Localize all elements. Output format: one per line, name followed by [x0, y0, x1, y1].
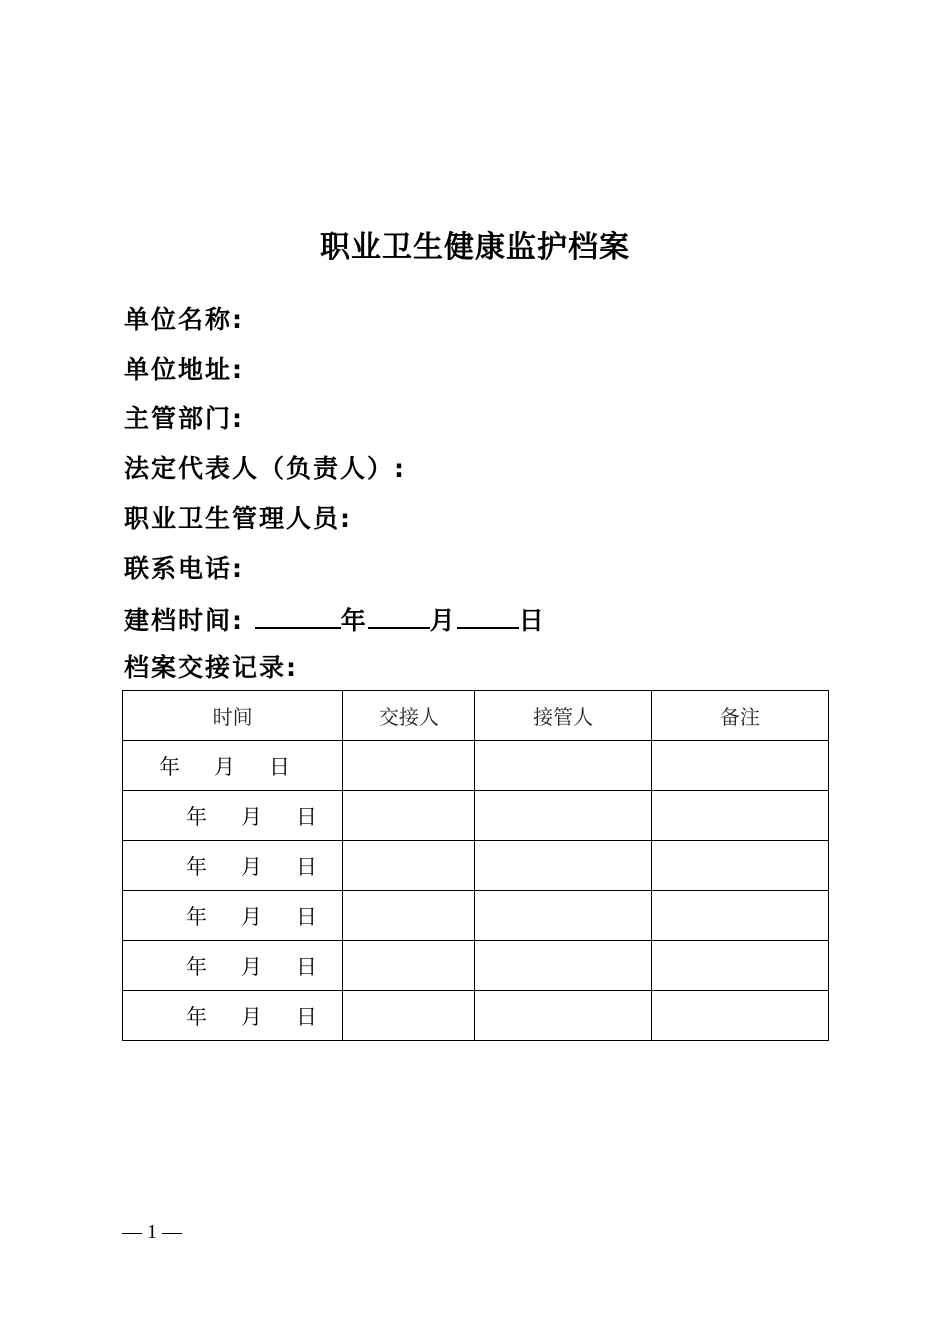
health-manager-field — [124, 501, 362, 537]
legal-rep-label: 法定代表人（负责人）: — [124, 454, 406, 483]
giver-cell[interactable] — [343, 791, 475, 841]
date-cell[interactable] — [123, 791, 343, 841]
department-field — [124, 401, 254, 437]
table-header-row — [123, 691, 829, 741]
date-cell[interactable] — [123, 891, 343, 941]
day-unit: 日 — [296, 804, 317, 829]
page-number: — 1 — — [122, 1221, 182, 1243]
year-unit: 年 — [186, 954, 207, 979]
receiver-cell[interactable] — [475, 941, 651, 991]
filing-day-blank[interactable] — [457, 601, 519, 629]
filing-month-unit: 月 — [429, 606, 457, 635]
header-time: 时间 — [123, 691, 343, 741]
filing-month-blank[interactable] — [368, 601, 430, 629]
month-unit: 月 — [241, 904, 262, 929]
month-unit: 月 — [241, 854, 262, 879]
unit-address-label: 单位地址: — [124, 355, 244, 384]
receiver-cell[interactable] — [475, 841, 651, 891]
header-giver: 交接人 — [343, 691, 475, 741]
filing-date-field — [124, 601, 546, 639]
year-unit: 年 — [186, 1004, 207, 1029]
filing-year-unit: 年 — [340, 606, 368, 635]
receiver-cell[interactable] — [475, 891, 651, 941]
giver-cell[interactable] — [343, 941, 475, 991]
unit-name-label: 单位名称: — [124, 305, 244, 334]
notes-cell[interactable] — [651, 841, 828, 891]
page-title: 职业卫生健康监护档案 — [320, 230, 630, 265]
day-unit: 日 — [296, 1004, 317, 1029]
legal-rep-field — [124, 451, 416, 487]
unit-address-field — [124, 352, 254, 388]
date-cell[interactable] — [123, 991, 343, 1041]
phone-field — [124, 551, 254, 587]
month-unit: 月 — [241, 804, 262, 829]
notes-cell[interactable] — [651, 891, 828, 941]
handover-table — [122, 690, 829, 1041]
month-unit: 月 — [241, 1004, 262, 1029]
day-unit: 日 — [296, 854, 317, 879]
day-unit: 日 — [269, 754, 290, 779]
header-receiver: 接管人 — [475, 691, 651, 741]
table-row — [123, 891, 829, 941]
receiver-cell[interactable] — [475, 791, 651, 841]
receiver-cell[interactable] — [475, 741, 651, 791]
date-cell[interactable] — [123, 941, 343, 991]
filing-year-blank[interactable] — [255, 601, 341, 629]
unit-name-field — [124, 302, 254, 338]
table-row — [123, 941, 829, 991]
notes-cell[interactable] — [651, 991, 828, 1041]
filing-day-unit: 日 — [518, 606, 546, 635]
month-unit: 月 — [241, 954, 262, 979]
giver-cell[interactable] — [343, 991, 475, 1041]
notes-cell[interactable] — [651, 941, 828, 991]
year-unit: 年 — [186, 804, 207, 829]
month-unit: 月 — [214, 754, 235, 779]
giver-cell[interactable] — [343, 741, 475, 791]
year-unit: 年 — [186, 854, 207, 879]
giver-cell[interactable] — [343, 841, 475, 891]
filing-date-label: 建档时间: — [124, 606, 244, 635]
table-row — [123, 791, 829, 841]
department-label: 主管部门: — [124, 404, 244, 433]
receiver-cell[interactable] — [475, 991, 651, 1041]
day-unit: 日 — [296, 904, 317, 929]
table-row — [123, 991, 829, 1041]
year-unit: 年 — [186, 904, 207, 929]
notes-cell[interactable] — [651, 741, 828, 791]
year-unit: 年 — [159, 754, 180, 779]
table-row — [123, 741, 829, 791]
header-notes: 备注 — [651, 691, 828, 741]
date-cell[interactable] — [123, 741, 343, 791]
date-cell[interactable] — [123, 841, 343, 891]
phone-label: 联系电话: — [124, 554, 244, 583]
handover-record-label: 档案交接记录: — [124, 653, 298, 682]
table-row — [123, 841, 829, 891]
giver-cell[interactable] — [343, 891, 475, 941]
day-unit: 日 — [296, 954, 317, 979]
notes-cell[interactable] — [651, 791, 828, 841]
health-manager-label: 职业卫生管理人员: — [124, 504, 352, 533]
